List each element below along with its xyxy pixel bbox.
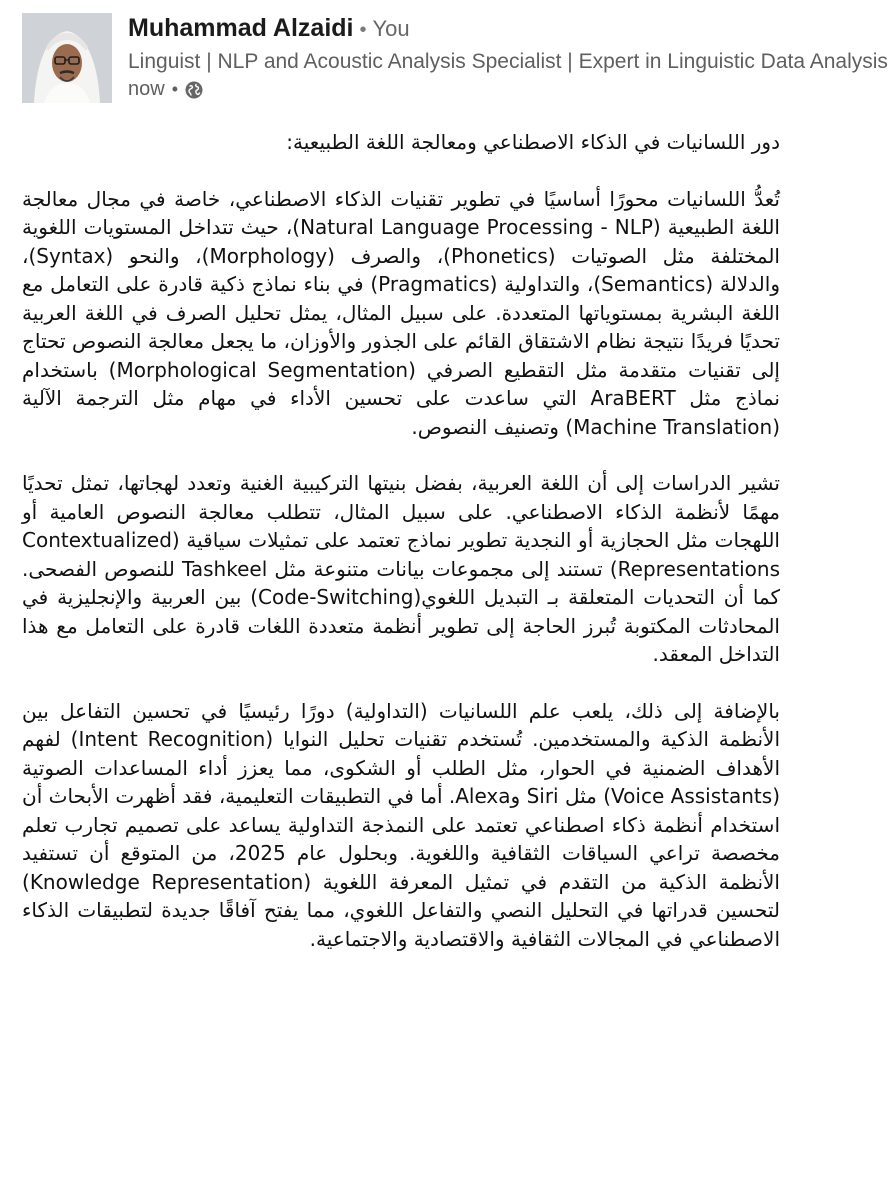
profile-photo <box>22 13 112 103</box>
relation-label: You <box>372 16 410 41</box>
post-meta <box>128 78 203 101</box>
separator-dot: • <box>171 79 179 99</box>
post-header <box>0 0 888 110</box>
author-headline: Linguist | NLP and Acoustic Analysis Specialist | Expert in Linguistic Data Analysis <box>128 50 888 73</box>
post-title: دور اللسانيات في الذكاء الاصطناعي ومعالجة اللغة الطبيعية: <box>286 130 780 154</box>
post-body <box>22 128 780 981</box>
author-name[interactable]: Muhammad Alzaidi <box>128 14 354 42</box>
post-time: now <box>128 78 165 100</box>
author-row <box>128 14 410 43</box>
separator-dot: • <box>359 19 367 41</box>
post-paragraph: تشير الدراسات إلى أن اللغة العربية، بفضل بنيتها التركيبية الغنية وتعدد لهجاتها، تمثل تحديًا مهمًا لأنظمة الذكاء الاصطناعي. على سبيل المثال، تتطلب معالجة النصوص العامية أو اللهجات مثل الحجازية أو النجدية تطوير نماذج تعتمد على تمثيلات سياقية (Contextualized Representations) تستند إلى مجموعات بيانات متنوعة مثل Tashkeel للنصوص الفصحى. كما أن التحديات المتعلقة بـ التبديل اللغوي(Code-Switching) بين العربية والإنجليزية في المحادثات المكتوبة تُبرز الحاجة إلى تطوير أنظمة متعددة اللغات قادرة على التعامل مع هذا التداخل المعقد. <box>22 471 780 666</box>
avatar[interactable] <box>22 13 112 103</box>
globe-icon[interactable] <box>185 81 203 99</box>
post-paragraph: تُعدُّ اللسانيات محورًا أساسيًا في تطوير تقنيات الذكاء الاصطناعي، خاصة في مجال معالجة اللغة الطبيعية (Natural Language Processing - NLP)، حيث تتداخل المستويات اللغوية المختلفة مثل الصوتيات (Phonetics)، والصرف (Morphology)، والنحو (Syntax)، والدلالة (Semantics)، والتداولية (Pragmatics) في بناء نماذج ذكية قادرة على التعامل مع اللغة البشرية بمستوياتها المتعددة. على سبيل المثال، يمثل تحليل الصرف في اللغة العربية تحديًا فريدًا نتيجة نظام الاشتقاق القائم على الجذور والأوزان، ما يجعل معالجة النصوص تحتاج إلى تقنيات متقدمة مثل التقطيع الصرفي (Morphological Segmentation) باستخدام نماذج مثل AraBERT التي ساعدت على تحسين الأداء في مهام مثل الترجمة الآلية (Machine Translation) وتصنيف النصوص. <box>22 186 780 439</box>
post-paragraph: بالإضافة إلى ذلك، يلعب علم اللسانيات (التداولية) دورًا رئيسيًا في تحسين التفاعل بين الأنظمة الذكية والمستخدمين. تُستخدم تقنيات تحليل النوايا (Intent Recognition) لفهم الأهداف الضمنية في الحوار، مثل الطلب أو الشكوى، مما يعزز أداء المساعدات الصوتية (Voice Assistants) مثل Siri وAlexa. أما في التطبيقات التعليمية، فقد أظهرت الأبحاث أن استخدام أنظمة ذكاء اصطناعي تعتمد على النمذجة التداولية يساعد على تصميم تجارب تعلم مخصصة تراعي السياقات الثقافية واللغوية. وبحلول عام 2025، من المتوقع أن تستفيد الأنظمة الذكية من التقدم في تمثيل المعرفة اللغوية (Knowledge Representation) لتحسين قدراتها في التحليل النصي والتفاعل اللغوي، مما يفتح آفاقًا جديدة لتطبيقات الذكاء الاصطناعي في المجالات الثقافية والاقتصادية والاجتماعية. <box>22 698 781 951</box>
